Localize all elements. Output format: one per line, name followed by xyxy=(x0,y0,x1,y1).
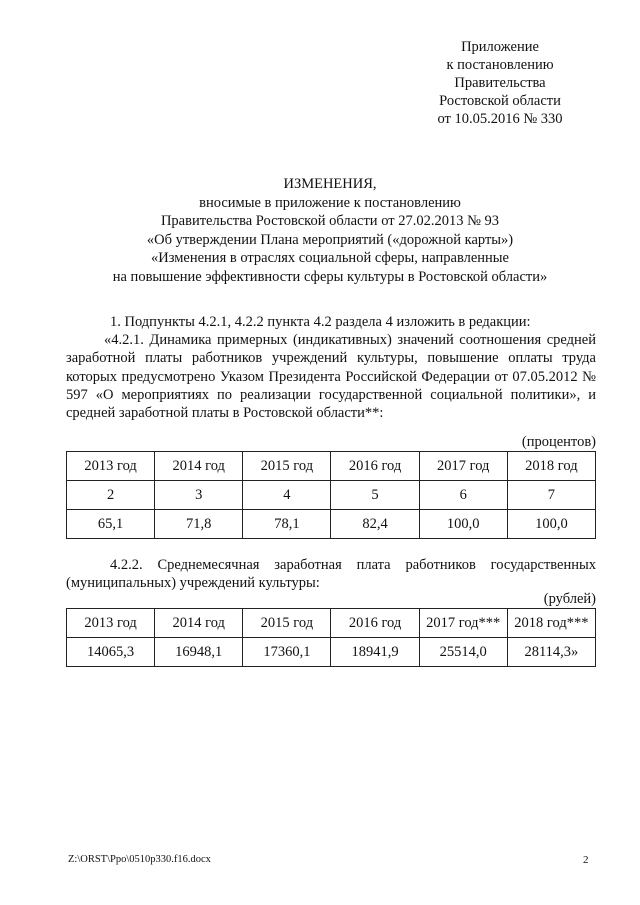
table-cell: 2015 год xyxy=(243,609,331,638)
table-cell: 17360,1 xyxy=(243,638,331,667)
table-cell: 2018 год xyxy=(507,452,595,481)
table-row xyxy=(67,510,596,539)
table-cell: 28114,3» xyxy=(507,638,595,667)
table-cell: 2017 год xyxy=(419,452,507,481)
table-cell: 5 xyxy=(331,481,419,510)
title-line: вносимые в приложение к постановлению xyxy=(199,194,461,211)
appendix-line: от 10.05.2016 № 330 xyxy=(437,111,563,127)
table-cell: 82,4 xyxy=(331,510,419,539)
table-cell: 16948,1 xyxy=(155,638,243,667)
table-cell: 71,8 xyxy=(155,510,243,539)
table-cell: 6 xyxy=(419,481,507,510)
paragraph-4-2-1: «4.2.1. Динамика примерных (индикативных) значений соотношения средней заработной платы работников учреждений культуры, повышение оплаты труда которых предусмотрено Указом Президента Российской Федерации от 07.05.2012 № 597 «О мероприятиях по реализации государственной социальной политики», и средней заработной платы в Ростовской области**: xyxy=(66,332,596,422)
table-header-row xyxy=(67,609,596,638)
table-header-row xyxy=(67,452,596,481)
table2-unit: (рублей) xyxy=(543,591,596,607)
table-cell: 65,1 xyxy=(67,510,155,539)
intro-paragraph: 1. Подпункты 4.2.1, 4.2.2 пункта 4.2 раздела 4 изложить в редакции: xyxy=(110,314,531,330)
appendix-line: Приложение xyxy=(461,39,539,55)
title-line: Правительства Ростовской области от 27.02.2013 № 93 xyxy=(160,213,500,229)
table-row xyxy=(67,638,596,667)
table1-unit: (процентов) xyxy=(521,434,596,450)
table-cell: 2014 год xyxy=(155,452,243,481)
table-cell: 78,1 xyxy=(243,510,331,539)
title-line: «Изменения в отраслях социальной сферы, направленные xyxy=(151,250,509,266)
table-cell: 4 xyxy=(243,481,331,510)
table-cell: 2 xyxy=(67,481,155,510)
page-number: 2 xyxy=(583,854,589,866)
table-cell: 100,0 xyxy=(507,510,595,539)
table-cell: 2016 год xyxy=(331,452,419,481)
table-cell: 18941,9 xyxy=(331,638,419,667)
table-cell: 100,0 xyxy=(419,510,507,539)
title-line: «Об утверждении Плана мероприятий («дорожной карты») xyxy=(146,231,514,248)
table-cell: 7 xyxy=(507,481,595,510)
percent-table xyxy=(66,451,596,539)
file-path-footer: Z:\ORST\Ppo\0510p330.f16.docx xyxy=(68,854,211,865)
table-cell: 25514,0 xyxy=(419,638,507,667)
table-cell: 2015 год xyxy=(243,452,331,481)
appendix-header xyxy=(400,38,600,128)
table-cell: 2013 год xyxy=(67,452,155,481)
title-heading: ИЗМЕНЕНИЯ, xyxy=(283,176,377,192)
appendix-line: Правительства xyxy=(454,75,546,91)
table-cell: 2018 год*** xyxy=(507,609,595,638)
appendix-line: Ростовской области xyxy=(439,93,561,109)
paragraph-4-2-2: 4.2.2. Среднемесячная заработная плата работников государственных (муниципальных) учреждений культуры: xyxy=(66,557,596,592)
table-cell: 2014 год xyxy=(155,609,243,638)
table-row xyxy=(67,481,596,510)
table-cell: 14065,3 xyxy=(67,638,155,667)
appendix-line: к постановлению xyxy=(446,57,554,73)
document-title xyxy=(60,175,600,286)
table-cell: 2016 год xyxy=(331,609,419,638)
table-cell: 2013 год xyxy=(67,609,155,638)
title-line: на повышение эффективности сферы культуры в Ростовской области» xyxy=(112,268,548,285)
table-cell: 2017 год*** xyxy=(419,609,507,638)
table-cell: 3 xyxy=(155,481,243,510)
salary-table xyxy=(66,608,596,667)
